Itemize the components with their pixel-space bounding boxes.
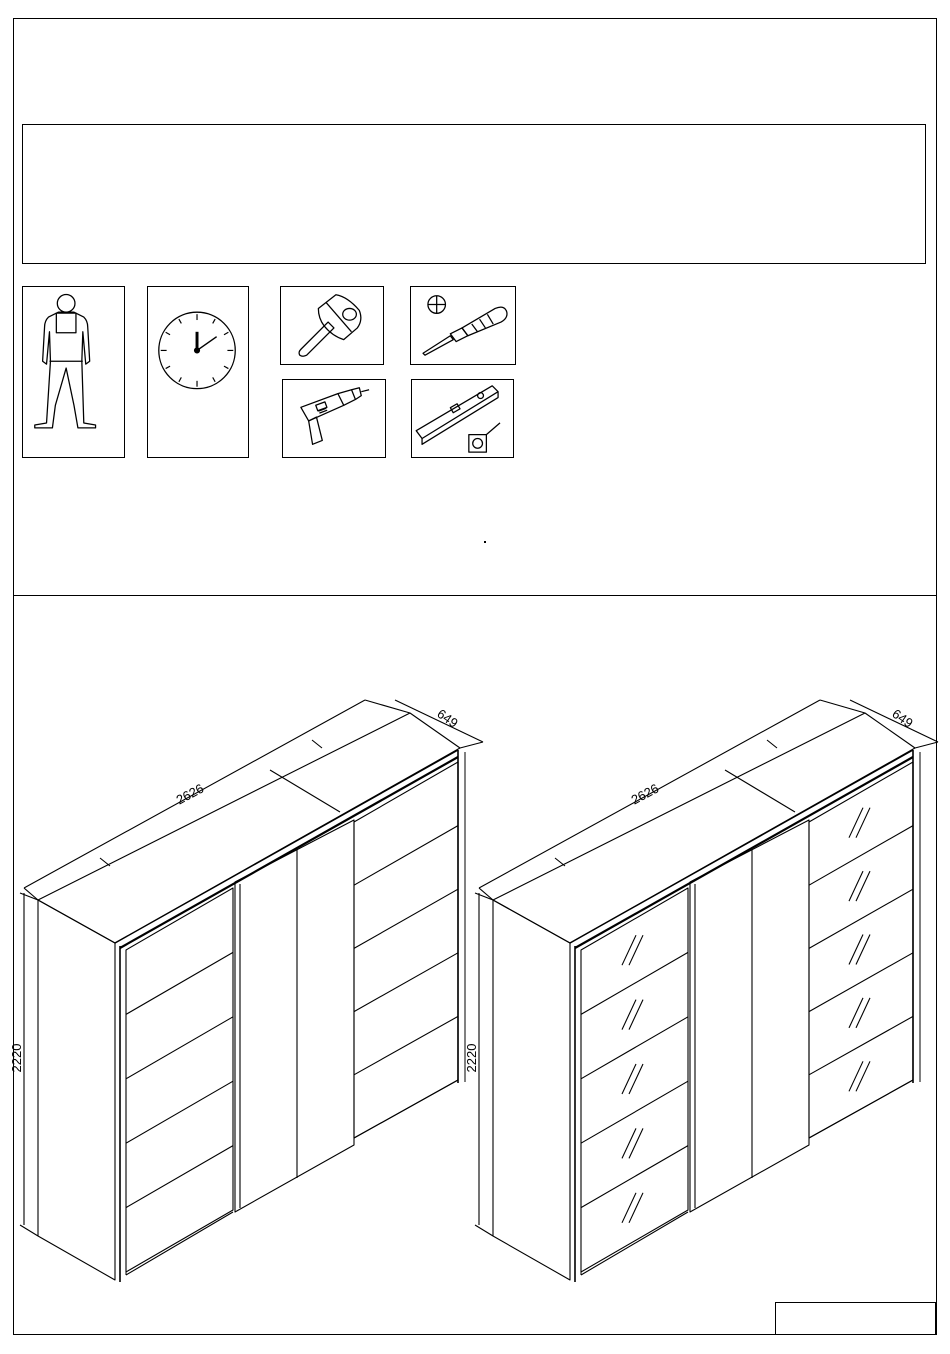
- glass-hatch: [629, 1000, 643, 1030]
- depth-label: 649: [434, 705, 461, 731]
- left-door-panel-divider: [126, 1146, 233, 1208]
- bottom-left-door: [126, 1212, 233, 1275]
- width-ext-left: [24, 888, 38, 900]
- width-break-left: [100, 858, 110, 866]
- glass-hatch: [856, 808, 870, 838]
- top-division: [725, 770, 795, 812]
- left-door-panel-divider: [126, 1081, 233, 1143]
- top-rail-inner: [575, 757, 913, 948]
- glass-hatch: [849, 998, 863, 1028]
- top-surface: [38, 713, 460, 943]
- width-label: 2626: [628, 780, 662, 808]
- wardrobe-glass-panels: [464, 700, 938, 1282]
- top-rail-front: [115, 750, 458, 943]
- glass-hatch: [629, 935, 643, 965]
- top-rail-inner: [120, 757, 458, 948]
- right-door-panel-divider: [354, 953, 458, 1012]
- width-break-left: [555, 858, 565, 866]
- side-panel: [493, 900, 570, 1280]
- bottom-left-door: [581, 1212, 688, 1275]
- left-door-panel-divider: [581, 1017, 688, 1079]
- glass-hatch: [622, 1000, 636, 1030]
- left-door-panel-divider: [126, 1017, 233, 1079]
- width-break-right: [312, 740, 322, 748]
- center-door: [235, 820, 354, 1212]
- glass-hatch: [629, 1128, 643, 1158]
- glass-hatch: [622, 1193, 636, 1223]
- width-label: 2626: [173, 780, 207, 808]
- left-door-panel-divider: [581, 952, 688, 1014]
- depth-label: 649: [889, 705, 916, 731]
- left-door-panel-divider: [126, 952, 233, 1014]
- top-division: [270, 770, 340, 812]
- right-door-panel-divider: [354, 889, 458, 948]
- glass-hatch: [849, 935, 863, 965]
- side-panel: [38, 900, 115, 1280]
- glass-hatch: [622, 1128, 636, 1158]
- depth-ext: [915, 742, 938, 748]
- width-ext-left: [479, 888, 493, 900]
- height-label: 2220: [9, 1043, 24, 1073]
- left-door: [126, 888, 233, 1272]
- height-label: 2220: [464, 1043, 479, 1073]
- width-break-right: [767, 740, 777, 748]
- height-ext-top: [475, 893, 493, 900]
- glass-hatch: [856, 935, 870, 965]
- center-door: [690, 820, 809, 1212]
- glass-hatch: [622, 935, 636, 965]
- glass-hatch: [849, 1061, 863, 1091]
- depth-ext: [460, 742, 483, 748]
- left-door-panel-divider: [581, 1146, 688, 1208]
- glass-hatch: [856, 1061, 870, 1091]
- right-door-panel-divider: [354, 1016, 458, 1074]
- top-surface: [493, 713, 915, 943]
- width-ext-right: [820, 700, 865, 713]
- glass-hatch: [849, 808, 863, 838]
- glass-hatch: [856, 871, 870, 901]
- top-rail-front: [570, 750, 913, 943]
- glass-hatch: [856, 998, 870, 1028]
- width-ext-right: [365, 700, 410, 713]
- height-ext-bottom: [475, 1225, 493, 1236]
- glass-hatch: [629, 1193, 643, 1223]
- height-ext-bottom: [20, 1225, 38, 1236]
- right-door-panel-divider: [354, 826, 458, 886]
- glass-hatch: [622, 1064, 636, 1094]
- left-door-panel-divider: [581, 1081, 688, 1143]
- left-door: [581, 888, 688, 1272]
- wardrobe-plain-panels: [9, 700, 483, 1282]
- glass-hatch: [849, 871, 863, 901]
- title-block: [775, 1302, 936, 1335]
- right-door: [354, 762, 458, 1138]
- height-ext-top: [20, 893, 38, 900]
- glass-hatch: [629, 1064, 643, 1094]
